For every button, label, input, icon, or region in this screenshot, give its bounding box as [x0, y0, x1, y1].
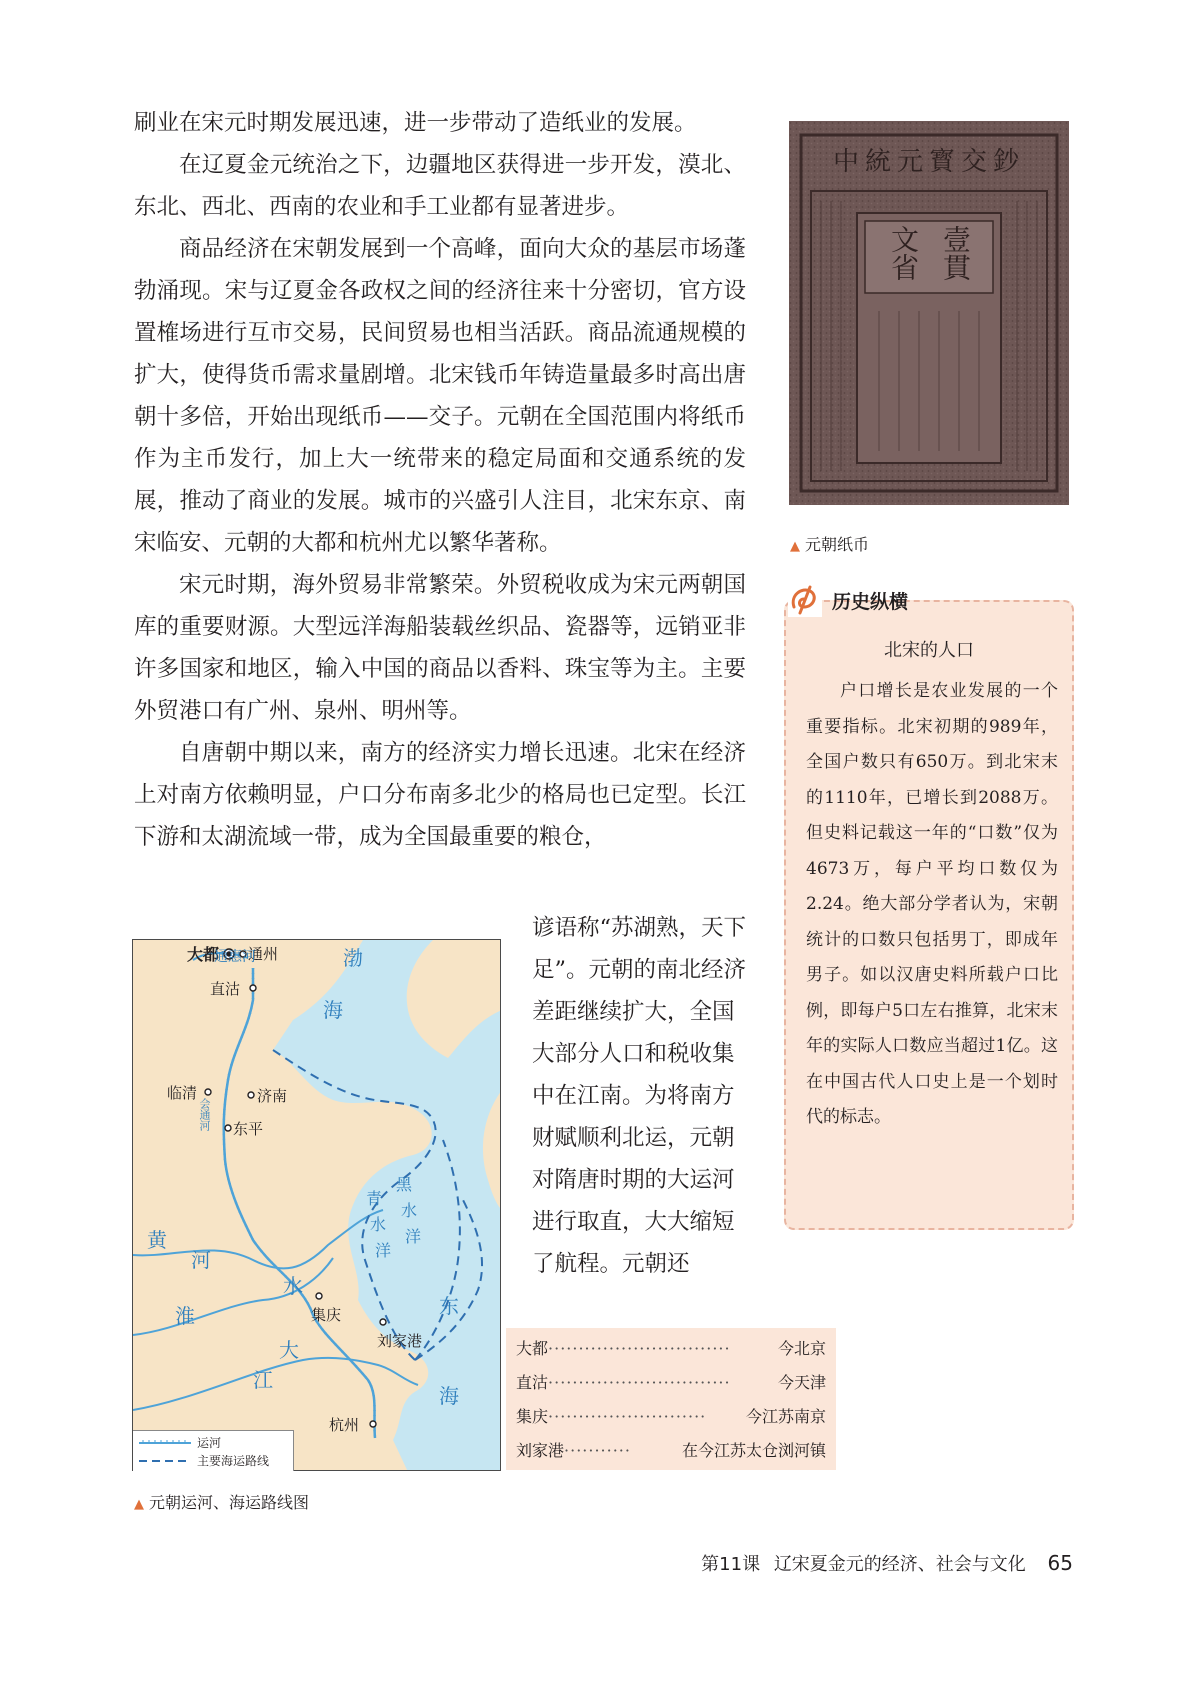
paragraph-continued: 谚语称“苏湖熟，天下足”。元朝的南北经济差距继续扩大，全国大部分人口和税收集中在江南。为将南方财赋顺利北运，元朝对隋唐时期的大运河进行取直，大大缩短了航程。元朝还	[532, 915, 747, 1277]
banknote-side-text: 文省	[887, 225, 920, 281]
sidebar-subtitle: 北宋的人口	[884, 640, 974, 661]
map-place-hangzhou: 杭州	[329, 1416, 360, 1434]
paragraph: 自唐朝中期以来，南方的经济实力增长迅速。北宋在经济上对南方依赖明显，户口分布南多北少的格局也已定型。长江下游和太湖流域一带，成为全国最重要的粮仓，	[134, 740, 746, 850]
canal-line-icon	[139, 1439, 191, 1447]
map-place-liujiagang: 刘家港	[377, 1332, 423, 1350]
glossary-row: 集庆 ·························· 今江苏南京	[516, 1407, 826, 1426]
legend-canal: 运河	[139, 1434, 221, 1451]
glossary-row: 直沽 ······························ 今天津	[516, 1373, 826, 1392]
map-sea-qing-2: 水	[370, 1215, 387, 1234]
map-place-jinan: 济南	[257, 1087, 288, 1105]
history-swirl-icon	[788, 583, 822, 617]
map-sea-hei-1: 黑	[396, 1175, 413, 1194]
sidebar-heading-text: 历史纵横	[832, 590, 909, 613]
glossary-row: 刘家港 ··········· 在今江苏太仓浏河镇	[516, 1441, 826, 1460]
history-sidebar-heading	[788, 583, 908, 617]
map-river-jiang-2: 江	[253, 1368, 273, 1392]
map-river-huang-2: 河	[191, 1248, 211, 1272]
banknote-header-text: 中統元寳交鈔	[832, 147, 1025, 177]
map-river-huang-3: 水	[283, 1274, 303, 1298]
map-place-tongzhou: 通州	[248, 945, 279, 963]
sidebar-body	[806, 674, 1058, 1136]
map-place-jiqing: 集庆	[311, 1306, 342, 1324]
lesson-number: 第11课	[701, 1554, 761, 1575]
page-number: 65	[1047, 1551, 1073, 1575]
paragraph: 商品经济在宋朝发展到一个高峰，面向大众的基层市场蓬勃涌现。宋与辽夏金各政权之间的经济往来十分密切，官方设置榷场进行互市交易，民间贸易也相当活跃。商品流通规模的扩大，使得货币需求量剧增。北宋钱币年铸造量最多时高出唐朝十多倍，开始出现纸币——交子。元朝在全国范围内将纸币作为主币发行，加上大一统带来的稳定局面和交通系统的发展，推动了商业的发展。城市的兴盛引人注目，北宋东京、南宋临安、元朝的大都和杭州尤以繁华著称。	[134, 236, 746, 556]
map-place-zhigu: 直沽	[210, 980, 241, 998]
place-name-glossary	[506, 1328, 836, 1470]
map-river-huai: 淮	[175, 1304, 195, 1328]
lesson-title: 辽宋夏金元的经济、社会与文化	[773, 1554, 1026, 1575]
map-sea-hei-2: 水	[401, 1201, 418, 1220]
map-sea-bohai-1: 渤	[343, 946, 363, 970]
paragraph: 宋元时期，海外贸易非常繁荣。外贸税收成为宋元两朝国库的重要财源。大型远洋海船装载丝织品、瓷器等，远销亚非许多国家和地区，输入中国的商品以香料、珠宝等为主。主要外贸港口有广州、泉州、明州等。	[134, 572, 746, 724]
page-footer	[701, 1550, 1073, 1576]
map-river-tonghuihe: 通惠河	[214, 949, 256, 965]
map-caption: ▲ 元朝运河、海运路线图	[134, 1493, 310, 1512]
sidebar-paragraph: 户口增长是农业发展的一个重要指标。北宋初期的989年，全国户数只有650万。到北宋末的1110年，已增长到2088万。但史料记载这一年的“口数”仅为4673万，每户平均口数仅为2.24。绝大部分学者认为，宋朝统计的口数只包括男丁，即成年男子。如以汉唐史料所载户口比例，即每户5口左右推算，北宋末年的实际人口数应当超过1亿。这在中国古代人口史上是一个划时代的标志。	[806, 681, 1058, 1127]
banknote-caption: ▲ 元朝纸币	[790, 535, 870, 554]
map-sea-hei-3: 洋	[405, 1227, 422, 1246]
glossary-row: 大都 ······························ 今北京	[516, 1339, 826, 1358]
paragraph: 刷业在宋元时期发展迅速，进一步带动了造纸业的发展。	[134, 110, 697, 136]
paragraph: 在辽夏金元统治之下，边疆地区获得进一步开发，漠北、东北、西北、西南的农业和手工业都有显著进步。	[134, 152, 746, 220]
map-place-dadu: 大都	[187, 945, 220, 964]
map-river-huang-1: 黄	[147, 1228, 167, 1252]
sea-route-line-icon	[139, 1457, 191, 1465]
caption-triangle-icon: ▲	[134, 1497, 144, 1512]
map-sea-qing-3: 洋	[375, 1241, 392, 1260]
map-sea-bohai-2: 海	[323, 998, 343, 1022]
map-river-jiang-1: 大	[279, 1338, 299, 1362]
wrapped-text	[532, 907, 746, 1285]
map-sea-dong-2: 海	[439, 1384, 459, 1408]
yuan-canal-sea-route-map	[132, 939, 501, 1471]
main-text	[134, 102, 746, 858]
map-legend	[133, 1430, 294, 1471]
map-sea-qing-1: 青	[366, 1189, 383, 1208]
map-place-dongping: 东平	[233, 1120, 264, 1138]
map-place-linqing: 临清	[167, 1084, 198, 1102]
caption-triangle-icon: ▲	[790, 539, 800, 554]
map-river-huitonghe: 会通河	[198, 1098, 211, 1131]
legend-sea-route: 主要海运路线	[139, 1452, 269, 1469]
yuan-banknote-photo	[789, 121, 1069, 505]
banknote-denomination: 壹貫	[939, 225, 972, 281]
map-sea-dong-1: 东	[439, 1294, 459, 1318]
